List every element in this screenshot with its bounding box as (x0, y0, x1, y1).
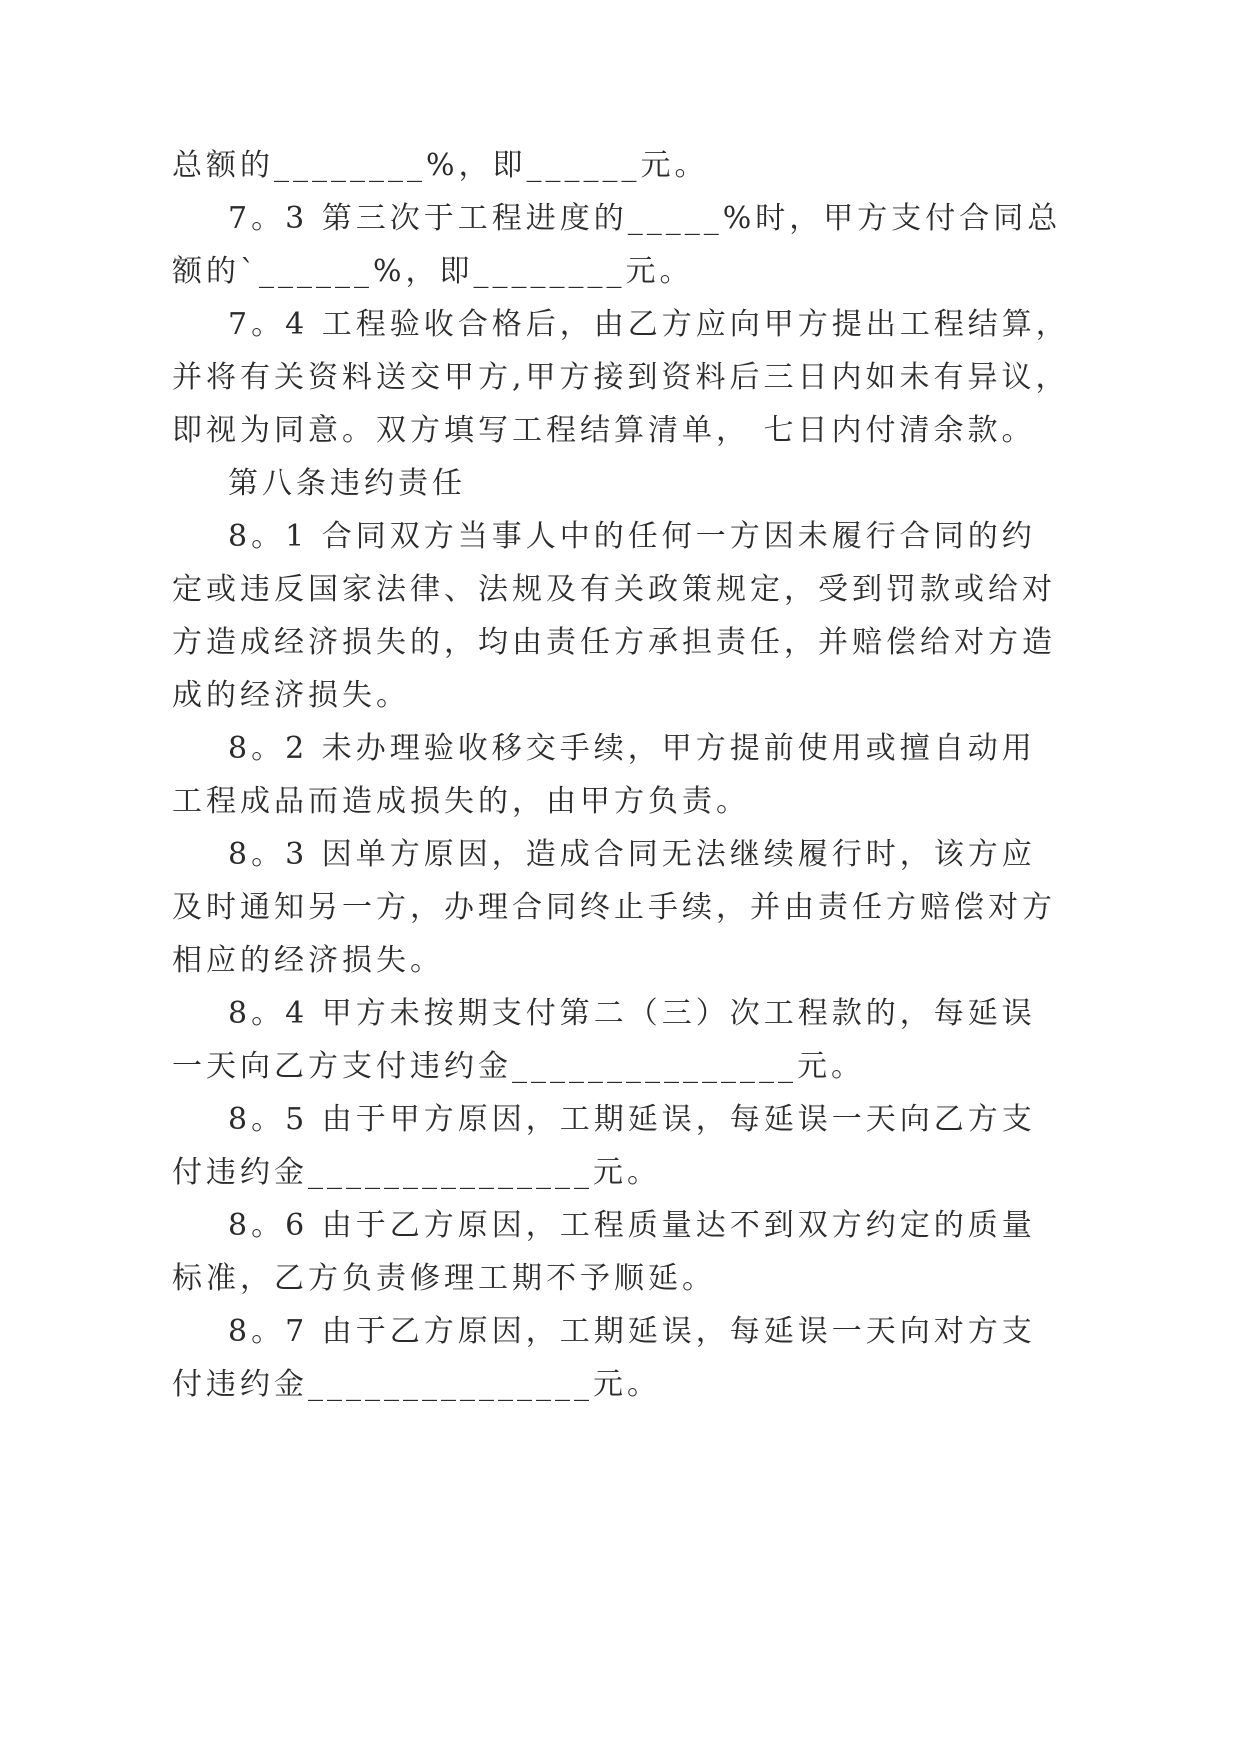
text-line-1: 总额的________%，即______元。 (172, 148, 709, 183)
clause-7-4-line-3: 即视为同意。双方填写工程结算清单， 七日内付清余款。 (172, 413, 1036, 448)
clause-8-6-line-2: 标准，乙方负责修理工期不予顺延。 (172, 1261, 716, 1296)
clause-8-3-line-3: 相应的经济损失。 (172, 943, 444, 978)
clause-8-4-line-2: 一天向乙方支付违约金_______________元。 (172, 1049, 865, 1084)
clause-8-5-line-1: 8。5 由于甲方原因，工期延误，每延误一天向乙方支 (228, 1102, 1036, 1137)
clause-8-3-line-1: 8。3 因单方原因，造成合同无法继续履行时，该方应 (228, 837, 1036, 872)
clause-8-1-line-2: 定或违反国家法律、法规及有关政策规定，受到罚款或给对 (172, 572, 1056, 607)
clause-8-7-line-1: 8。7 由于乙方原因，工期延误，每延误一天向对方支 (228, 1314, 1036, 1349)
clause-8-5-line-2: 付违约金_______________元。 (172, 1155, 661, 1190)
clause-8-6-line-1: 8。6 由于乙方原因，工程质量达不到双方约定的质量 (228, 1208, 1036, 1243)
clause-8-1-line-3: 方造成经济损失的，均由责任方承担责任，并赔偿给对方造 (172, 625, 1056, 660)
clause-8-1-line-1: 8。1 合同双方当事人中的任何一方因未履行合同的约 (228, 519, 1036, 554)
clause-8-2-line-1: 8。2 未办理验收移交手续，甲方提前使用或擅自动用 (228, 731, 1036, 766)
clause-7-4-line-1: 7。4 工程验收合格后，由乙方应向甲方提出工程结算， (228, 307, 1070, 342)
article-8-heading: 第八条违约责任 (228, 466, 466, 501)
clause-8-2-line-2: 工程成品而造成损失的，由甲方负责。 (172, 784, 750, 819)
clause-7-3-line-1: 7。3 第三次于工程进度的_____%时，甲方支付合同总 (228, 201, 1062, 236)
clause-8-4-line-1: 8。4 甲方未按期支付第二（三）次工程款的，每延误 (228, 996, 1036, 1031)
clause-8-7-line-2: 付违约金_______________元。 (172, 1367, 661, 1402)
clause-7-4-line-2: 并将有关资料送交甲方,甲方接到资料后三日内如未有异议， (172, 360, 1070, 395)
clause-7-3-line-2: 额的`______%，即________元。 (172, 254, 694, 289)
clause-8-1-line-4: 成的经济损失。 (172, 678, 410, 713)
clause-8-3-line-2: 及时通知另一方，办理合同终止手续，并由责任方赔偿对方 (172, 890, 1056, 925)
